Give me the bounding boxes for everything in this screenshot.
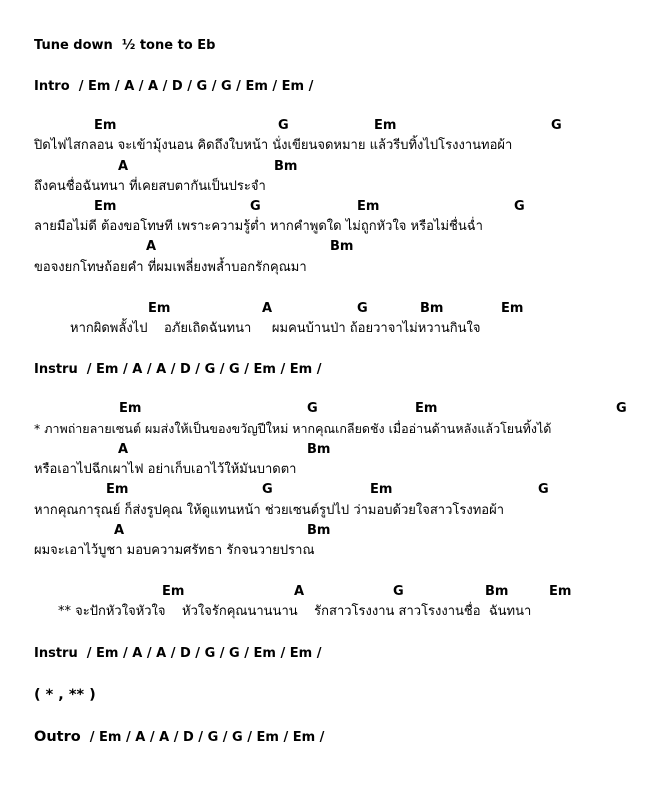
chord: A [294, 584, 305, 599]
chord: Bm [420, 301, 444, 316]
chord: G [551, 118, 562, 133]
chord: A [146, 239, 157, 254]
chord: Bm [307, 442, 331, 457]
chord: G [262, 482, 273, 497]
outro-sequence: / Em / A / A / D / G / G / Em / Em / [80, 730, 325, 745]
chord: Em [106, 482, 129, 497]
chord: G [278, 118, 289, 133]
chord: Em [370, 482, 393, 497]
chord: G [393, 584, 404, 599]
chord: G [250, 199, 261, 214]
lyric-line: หรือเอาไปฉีกเผาไฟ อย่าเก็บเอาไว้ให้มันบาดตา [34, 462, 297, 477]
chord: A [114, 523, 125, 538]
lyric-line: ผมจะเอาไว้บูชา มอบความศรัทธา รักจนวายปราณ [34, 543, 315, 558]
lyric-line: ปิดไฟไสกลอน จะเข้ามุ้งนอน คิดถึงใบหน้า นั่งเขียนจดหมาย แล้วรีบทิ้งไปโรงงานทอผ้า [34, 138, 513, 153]
chord: Em [94, 118, 117, 133]
chord: Em [148, 301, 171, 316]
chord: G [538, 482, 549, 497]
instru-line: Instru / Em / A / A / D / G / G / Em / Em / [34, 362, 322, 377]
chord: A [118, 159, 129, 174]
chord: G [514, 199, 525, 214]
repeat-marker: ( * , ** ) [34, 687, 96, 703]
chord: Bm [485, 584, 509, 599]
lyric-line: หากผิดพลั้งไป อภัยเถิดฉันทนา ผมคนบ้านป่า ถ้อยวาจาไม่หวานกินใจ [70, 321, 481, 336]
chord: Em [415, 401, 438, 416]
chord: Bm [274, 159, 298, 174]
chord: Em [94, 199, 117, 214]
chord: G [307, 401, 318, 416]
chord: G [357, 301, 368, 316]
chord: Bm [330, 239, 354, 254]
outro-line [34, 730, 324, 745]
chord: Em [549, 584, 572, 599]
lyric-line: หากคุณการุณย์ ก็ส่งรูปคุณ ให้ดูแทนหน้า ช่วยเซนต์รูปไป ว่ามอบด้วยใจสาวโรงทอผ้า [34, 503, 505, 518]
lyric-line: ขอจงยกโทษถ้อยคำ ที่ผมเพลี่ยงพล้ำบอกรักคุณมา [34, 260, 307, 275]
chord: Em [374, 118, 397, 133]
chord: G [616, 401, 627, 416]
lyric-line: ** จะปักหัวใจหัวใจ หัวใจรักคุณนานนาน รักสาวโรงงาน สาวโรงงานชื่อ ฉันทนา [58, 604, 532, 619]
chord: A [118, 442, 129, 457]
chord: Em [119, 401, 142, 416]
lyric-line: ลายมือไม่ดี ต้องขอโทษที เพราะความรู้ต่ำ หากคำพูดใด ไม่ถูกหัวใจ หรือไม่ชื่นฉ่ำ [34, 219, 483, 234]
lyric-line: ถึงคนชื่อฉันทนา ที่เคยสบตากันเป็นประจำ [34, 179, 266, 194]
chord: Em [501, 301, 524, 316]
instru-line: Instru / Em / A / A / D / G / G / Em / Em / [34, 646, 322, 661]
tuning-note: Tune down ½ tone to Eb [34, 38, 216, 53]
chord: A [262, 301, 273, 316]
lyric-line: * ภาพถ่ายลายเซนต์ ผมส่งให้เป็นของขวัญปีใหม่ หากคุณเกลียดชัง เมื่ออ่านด้านหลังแล้วโยนทิ้งได้ [34, 421, 552, 436]
chord: Em [162, 584, 185, 599]
chord: Em [357, 199, 380, 214]
chord: Bm [307, 523, 331, 538]
intro-line: Intro / Em / A / A / D / G / G / Em / Em / [34, 79, 314, 94]
outro-label: Outro [34, 729, 81, 745]
